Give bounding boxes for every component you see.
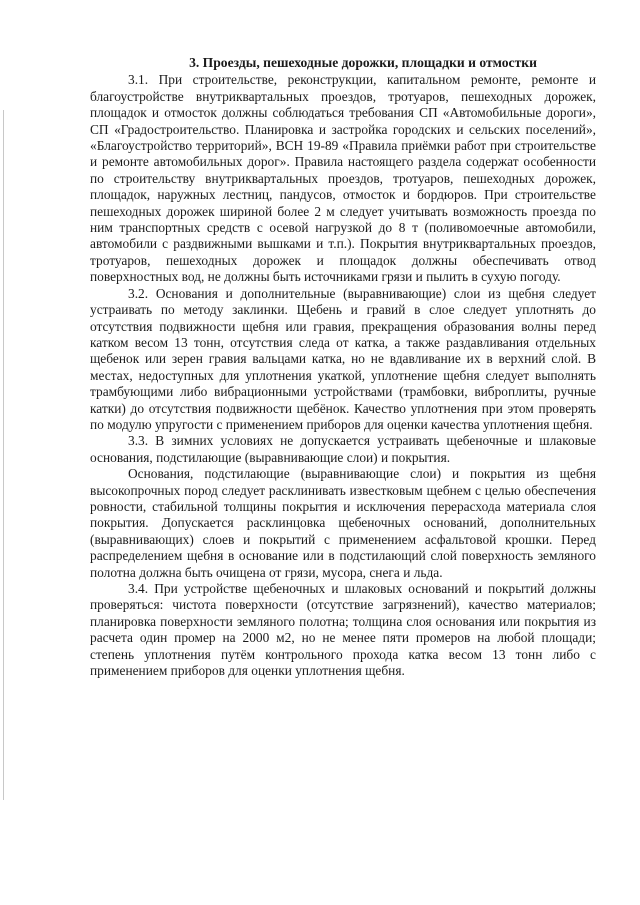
paragraph-3-3: 3.3. В зимних условиях не допускается устраивать щебеночные и шлаковые основания, подстилающие (выравнивающие слои) и покрытия.	[90, 433, 596, 465]
paragraph-3-4: 3.4. При устройстве щебеночных и шлаковых оснований и покрытий должны проверяться: чистота поверхности (отсутствие загрязнений), качество материалов; планировка поверхности земляного полотна; толщина слоя основания или покрытия из расчета один промер на 2000 м2, но не менее пяти промеров на любой площади; степень уплотнения путём контрольного прохода катка весом 13 тонн либо с применением приборов для оценки уплотнения щебня.	[90, 581, 596, 679]
paragraph-3-2: 3.2. Основания и дополнительные (выравнивающие) слои из щебня следует устраивать по методу заклинки. Щебень и гравий в слое следует уплотнять до отсутствия подвижности щебня или гравия, прекращения образования волны перед катком весом 13 тонн, отсутствия следа от катка, а также раздавливания отдельных щебенок или зерен гравия вальцами катка, но не вдавливание их в верхний слой. В местах, недоступных для уплотнения укаткой, уплотнение щебня следует выполнять трамбующими либо вибрационными устройствами (трамбовки, виброплиты, ручные катки) до отсутствия подвижности щебёнок. Качество уплотнения при этом проверять по модулю упругости с применением приборов для оценки качества уплотнения щебня.	[90, 285, 596, 432]
section-heading: 3. Проезды, пешеходные дорожки, площадки и отмостки	[189, 55, 537, 70]
paragraph-3-3-continued: Основания, подстилающие (выравнивающие слои) и покрытия из щебня высокопрочных пород следует расклинивать известковым щебнем с целью обеспечения ровности, стабильной толщины покрытия и исключения перерасхода материала слоя покрытия. Допускается расклинцовка щебеночных оснований, дополнительных (выравнивающих) слоев и покрытий с применением асфальтовой крошки. Перед распределением щебня в основание или в подстилающий слой поверхность земляного полотна должна быть очищена от грязи, мусора, снега и льда.	[90, 466, 596, 580]
paragraph-3-1: 3.1. При строительстве, реконструкции, капитальном ремонте, ремонте и благоустройстве внутриквартальных проездов, тротуаров, пешеходных дорожек, площадок и отмосток должны соблюдаться требования СП «Автомобильные дороги», СП «Градостроительство. Планировка и застройка городских и сельских поселений», «Благоустройство территорий», ВСН 19-89 «Правила приёмки работ при строительстве и ремонте автомобильных дорог». Правила настоящего раздела содержат особенности по строительству внутриквартальных проездов, тротуаров, пешеходных дорожек, площадок, наружных лестниц, пандусов, отмосток и бордюров. При строительстве пешеходных дорожек шириной более 2 м следует учитывать возможность проезда по ним транспортных средств с осевой нагрузкой до 8 т (поливомоечные автомобили, автомобили с раздвижными вышками и т.п.). Покрытия внутриквартальных проездов, тротуаров, пешеходных дорожек и площадок должны обеспечивать отвод поверхностных вод, не должны быть источниками грязи и пылить в сухую погоду.	[90, 72, 596, 285]
document-body	[90, 55, 596, 679]
scan-edge-mark	[3, 110, 4, 800]
